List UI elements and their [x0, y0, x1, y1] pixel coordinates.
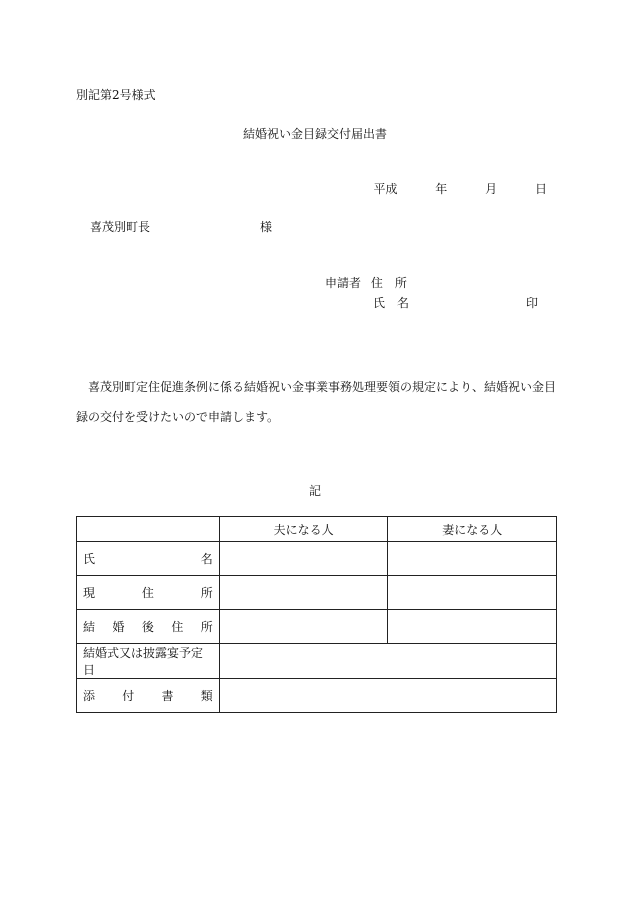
- date-month: 月: [485, 182, 498, 196]
- label-char: 書: [161, 689, 174, 703]
- attachments-field[interactable]: [219, 679, 556, 713]
- date-day: 日: [534, 182, 547, 196]
- table-row: [77, 542, 557, 576]
- form-number: 別記第2号様式: [76, 88, 156, 102]
- applicant-label: 申請者: [325, 276, 362, 290]
- label-char: 後: [141, 620, 154, 634]
- header-blank: [77, 517, 220, 542]
- header-wife: 妻になる人: [388, 517, 557, 542]
- row-label-current-address: [77, 576, 220, 610]
- table-row: [77, 610, 557, 644]
- ceremony-date-field[interactable]: [219, 644, 556, 679]
- label-char: 住: [171, 620, 184, 634]
- label-char: 所: [200, 620, 213, 634]
- row-label-ceremony-date: 結婚式又は披露宴予定日: [77, 644, 220, 679]
- label-char: 婚: [112, 620, 125, 634]
- label-char: 添: [83, 689, 96, 703]
- table-row: [77, 644, 557, 679]
- label-char: 住: [141, 586, 154, 600]
- label-char: 類: [200, 689, 213, 703]
- header-husband: 夫になる人: [219, 517, 388, 542]
- label-char: 氏: [83, 552, 96, 566]
- label-char: 結: [83, 620, 96, 634]
- label-char: 現: [83, 586, 96, 600]
- label-char: 所: [200, 586, 213, 600]
- label-char: 付: [122, 689, 135, 703]
- seal-mark: 印: [526, 296, 539, 310]
- table-row: [77, 679, 557, 713]
- wife-current-address-field[interactable]: [388, 576, 557, 610]
- document-title: 結婚祝い金目録交付届出書: [242, 127, 387, 141]
- date-year: 年: [435, 182, 448, 196]
- body-text: 喜茂別町定住促進条例に係る結婚祝い金事業事務処理要領の規定により、結婚祝い金目録の交付を受けたいので申請します。: [76, 380, 557, 424]
- wife-name-field[interactable]: [388, 542, 557, 576]
- husband-name-field[interactable]: [219, 542, 388, 576]
- row-label-post-address: [77, 610, 220, 644]
- addressee-honorific: 様: [260, 220, 273, 234]
- ki-heading: 記: [308, 484, 321, 498]
- date-era: 平成: [373, 182, 398, 196]
- addressee: [90, 218, 272, 235]
- applicant-name-label: 氏 名: [373, 296, 410, 310]
- date-line: [367, 180, 547, 197]
- row-label-attachments: [77, 679, 220, 713]
- applicant-address-line: [325, 274, 407, 291]
- table-header-row: [77, 517, 557, 542]
- husband-current-address-field[interactable]: [219, 576, 388, 610]
- addressee-name: 喜茂別町長: [90, 220, 151, 234]
- row-label-name: [77, 542, 220, 576]
- detail-table: [76, 516, 557, 713]
- applicant-address-label: 住 所: [370, 276, 407, 290]
- label-char: 名: [200, 552, 213, 566]
- wife-post-address-field[interactable]: [388, 610, 557, 644]
- husband-post-address-field[interactable]: [219, 610, 388, 644]
- table-row: [77, 576, 557, 610]
